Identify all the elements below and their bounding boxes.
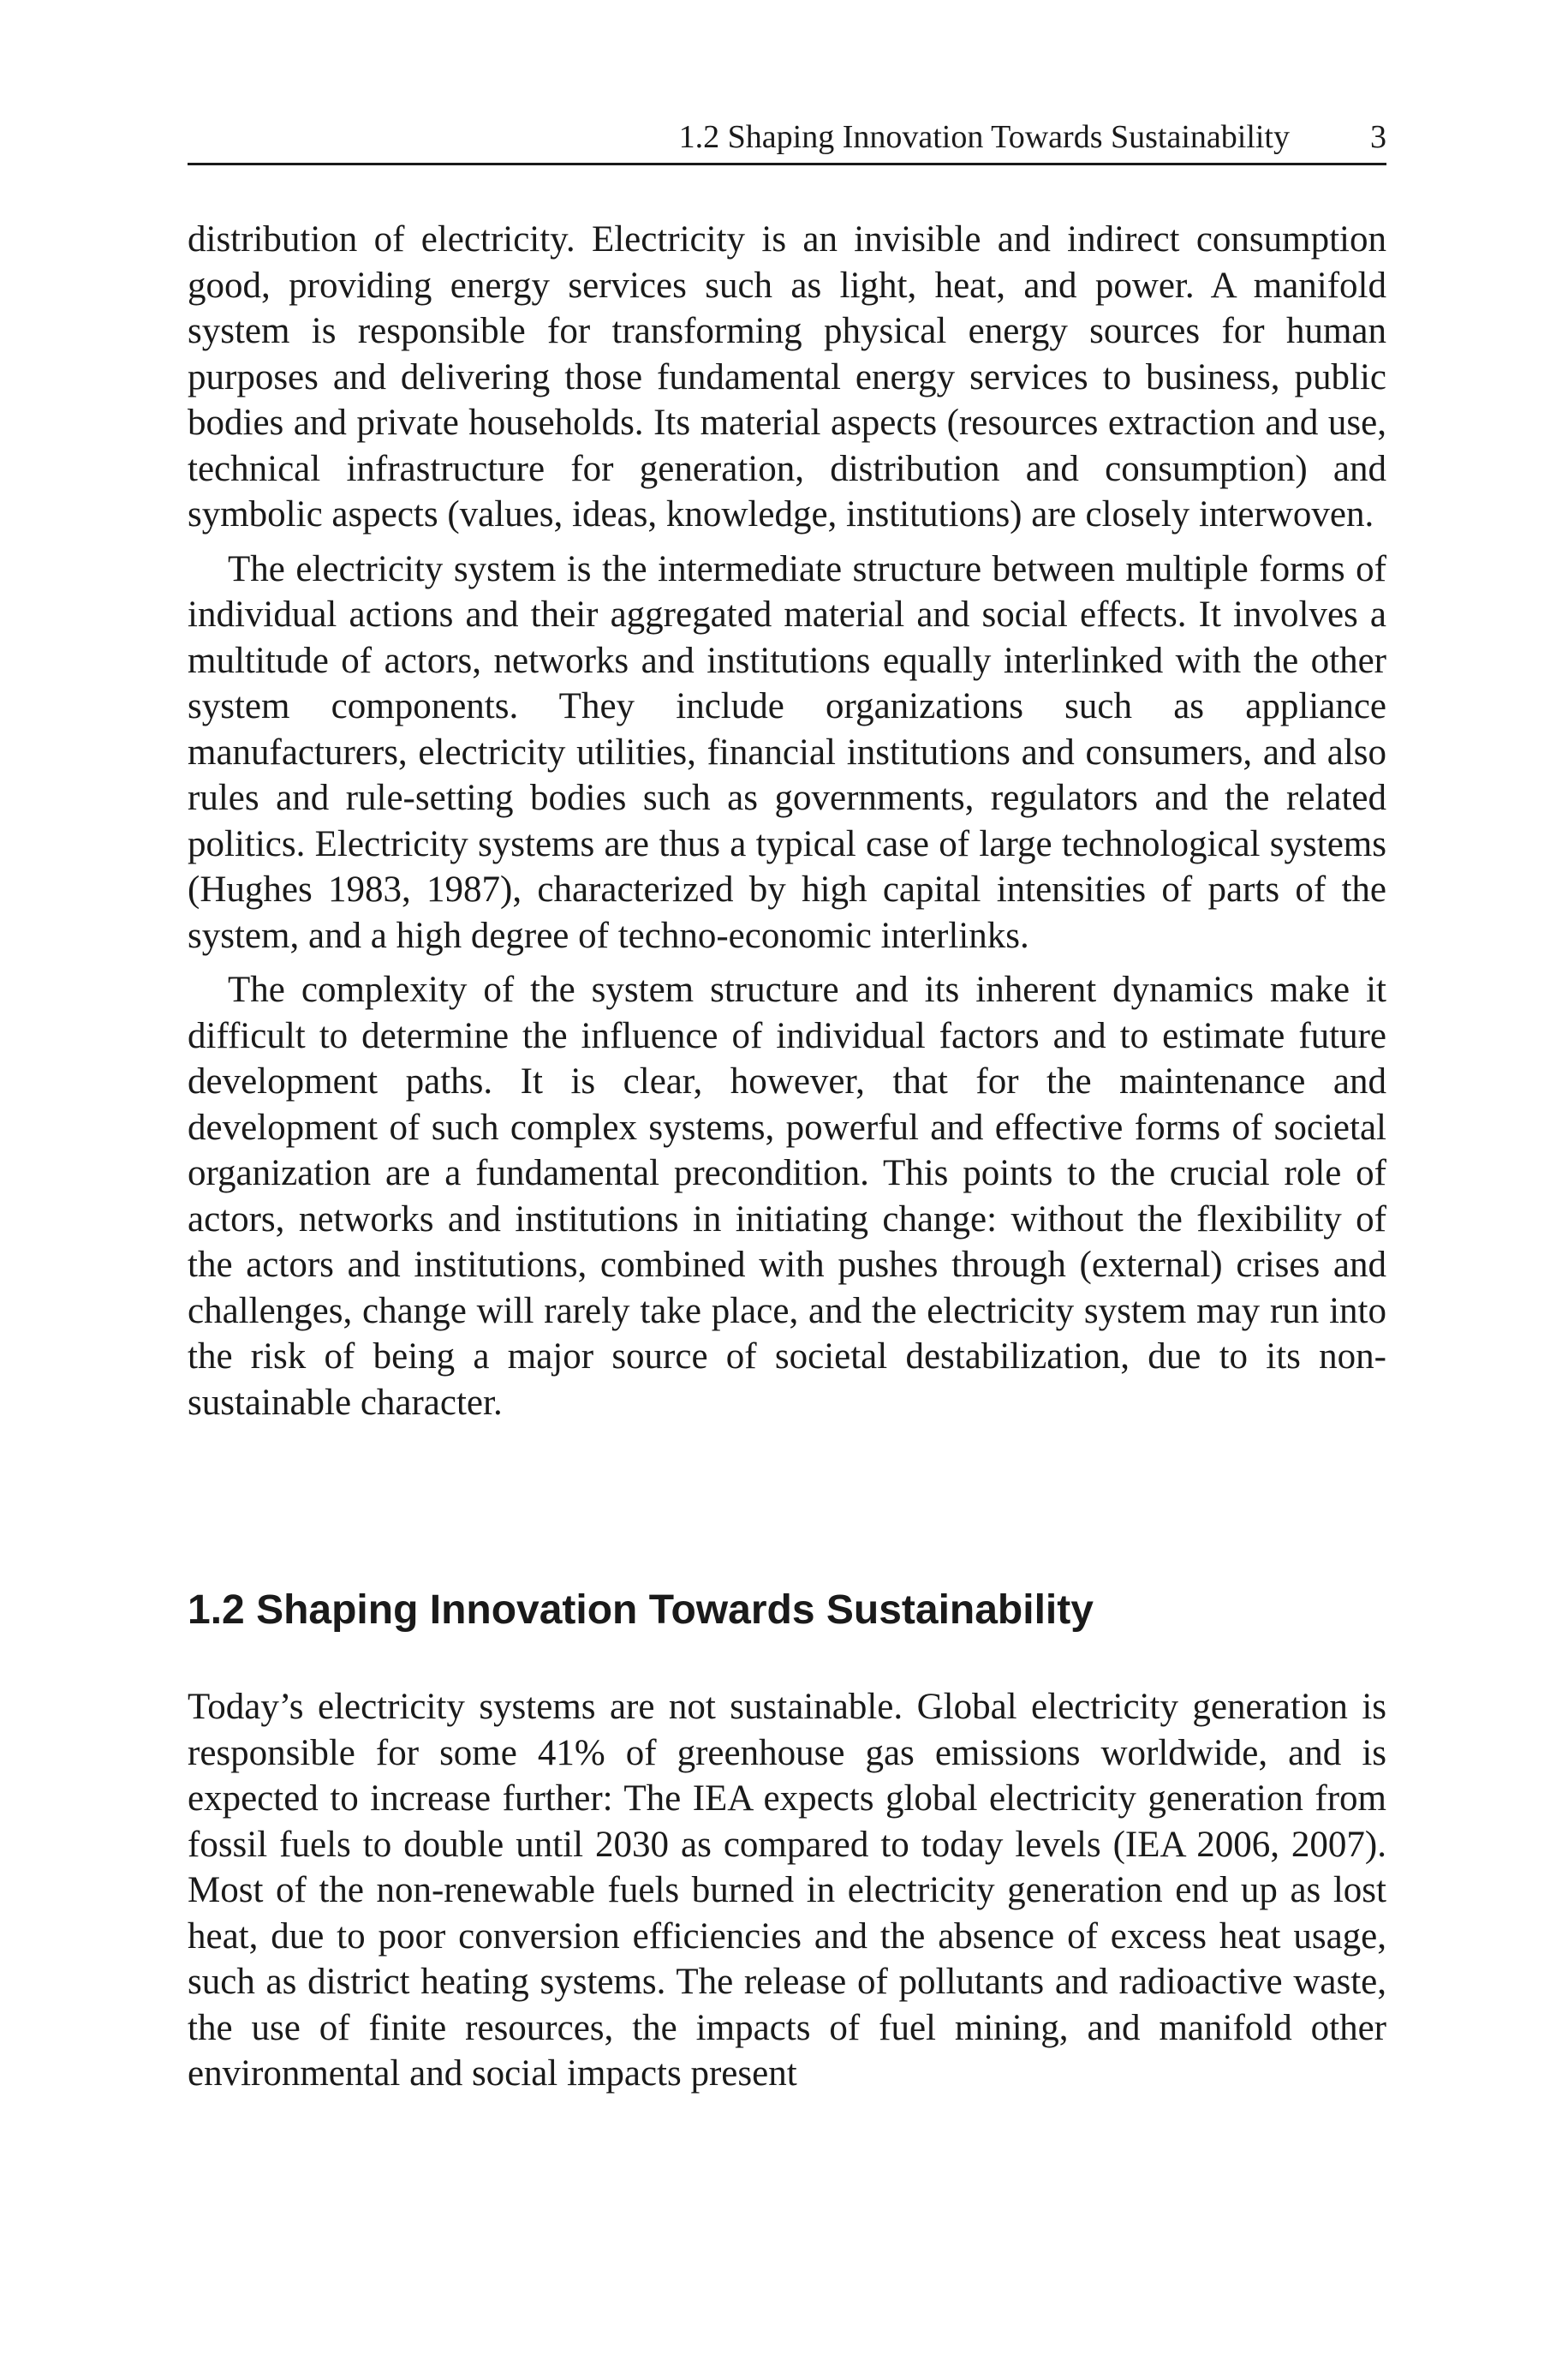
section-heading: 1.2 Shaping Innovation Towards Sustainability — [188, 1587, 1094, 1633]
running-header — [188, 111, 1386, 165]
body-text — [188, 217, 1386, 1425]
section-body — [188, 1684, 1386, 2097]
running-title: 1.2 Shaping Innovation Towards Sustainability — [678, 119, 1290, 155]
paragraph: The complexity of the system structure and its inherent dynamics make it difficult to determine the influence of individual factors and to estimate future development paths. It is clear, however, that for the maintenance and development of such complex systems, powerful and effective forms of societal organization are a fundamental precondition. This points to the crucial role of actors, networks and institutions in initiating change: without the flexibility of the actors and institutions, combined with pushes through (external) crises and challenges, change will rarely take place, and the electricity system may run into the risk of being a major source of societal destabilization, due to its non-sustainable character. — [188, 970, 1386, 1423]
paragraph: The electricity system is the intermediate structure between multiple forms of individual actions and their aggregated material and social effects. It involves a multitude of actors, networks and institutions equally interlinked with the other system components. They include organizations such as appliance manufacturers, electricity utilities, financial institutions and consumers, and also rules and rule-setting bodies such as governments, regulators and the related politics. Electricity systems are thus a typical case of large technological systems (Hughes 1983, 1987), characterized by high capital intensities of parts of the system, and a high degree of techno-economic interlinks. — [188, 548, 1386, 956]
paragraph: Today’s electricity systems are not sustainable. Global electricity generation is responsible for some 41% of greenhouse gas emissions worldwide, and is expected to increase further: The IEA expects global electricity generation from fossil fuels to double until 2030 as compared to today levels (IEA 2006, 2007). Most of the non-renewable fuels burned in electricity generation end up as lost heat, due to poor conversion efficiencies and the absence of excess heat usage, such as district heating systems. The release of pollutants and radioactive waste, the use of finite resources, the impacts of fuel mining, and manifold other environmental and social impacts present — [188, 1687, 1386, 2094]
paragraph-continued: distribution of electricity. Electricity is an invisible and indirect consumption good, providing energy services such as light, heat, and power. A manifold system is responsible for transforming physical energy sources for human purposes and delivering those fundamental energy services to business, public bodies and private households. Its material aspects (resources extraction and use, technical infrastructure for generation, distribution and consumption) and symbolic aspects (values, ideas, knowledge, institutions) are closely interwoven. — [188, 219, 1386, 535]
page-number: 3 — [1370, 119, 1386, 155]
